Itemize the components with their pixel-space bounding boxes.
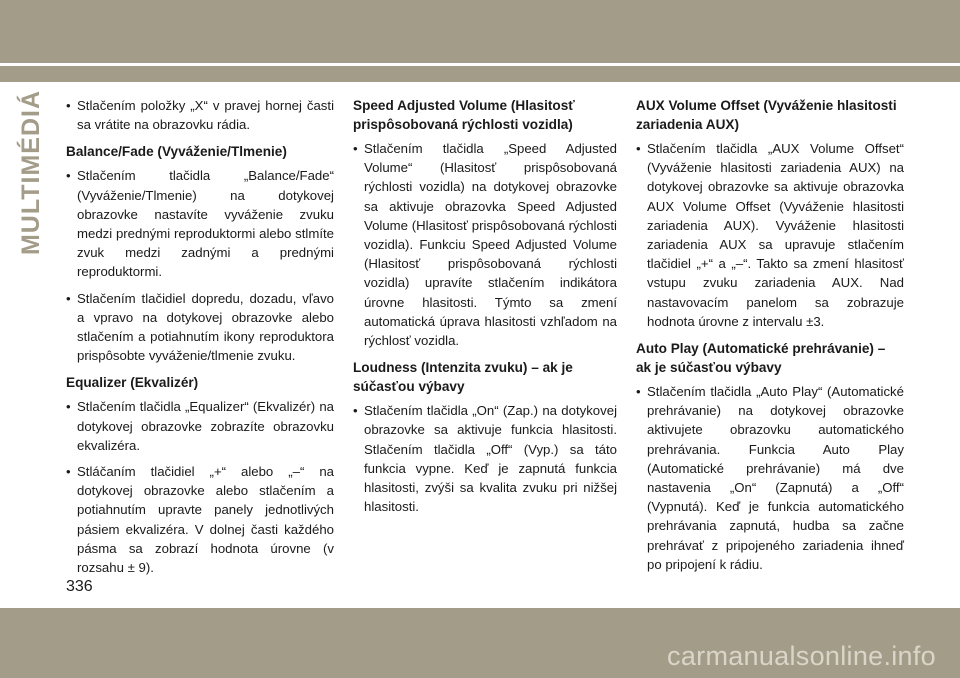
list-item: • Stlačením tlačidla „Auto Play“ (Automatické prehrávanie) na dotykovej obrazovke aktivujete obrazovku automatického prehrávania. Funkcia Auto Play (Automatické prehrávanie) má dve nastavenia „On“ (Zapnutá) a „Off“ (Vypnutá). Keď je funkcia automatického prehrávania zapnutá, hudba sa začne prehrávať z pripojeného zariadenia ihneď po pripojení k rádiu. bbox=[636, 384, 904, 572]
list-item: • Stlačením tlačidla „Equalizer“ (Ekvalizér) na dotykovej obrazovke zobrazíte obrazovku ekvalizéra. bbox=[66, 399, 334, 453]
list-item: • Stlačením tlačidla „Speed Adjusted Volume“ (Hlasitosť prispôsobovaná rýchlosti vozidla) na dotykovej obrazovke sa aktivuje obrazovka Speed Adjusted Volume (Hlasitosť prispôsobovaná rýchlosti vozidla). Funkciu Speed Adjusted Volume (Hlasitosť prispôsobovaná rýchlosti vozidla) upravíte stlačením indikátora úrovne hlasitosti. Týmto sa zmení automatická úprava hlasitosti vzhľadom na rýchlosť vozidla. bbox=[353, 141, 617, 349]
section-heading: Balance/Fade (Vyváženie/Tlmenie) bbox=[66, 144, 287, 160]
section-heading: Loudness (Intenzita zvuku) – ak je súčasťou výbavy bbox=[353, 360, 573, 395]
list-item: • Stlačením položky „X“ v pravej hornej časti sa vrátite na obrazovku rádia. bbox=[66, 98, 334, 133]
section-heading: Speed Adjusted Volume (Hlasitosť prispôsobovaná rýchlosti vozidla) bbox=[353, 98, 575, 132]
list-item: • Stlačením tlačidla „AUX Volume Offset“ (Vyváženie hlasitosti zariadenia AUX) na dotykovej obrazovke sa aktivuje obrazovka AUX Volume Offset (Vyváženie hlasitosti zariadenia AUX). Vyváženie hlasitosti zariadenia AUX sa upravuje stlačením tlačidiel „+“ a „–“. Takto sa zmení hlasitosť vstupu zvuku zariadenia AUX. Nad nastavovacím panelom sa zobrazuje hodnota úrovne z intervalu ±3. bbox=[636, 141, 904, 329]
column-2 bbox=[353, 96, 617, 523]
bottom-band bbox=[0, 606, 960, 628]
top-band-lower bbox=[0, 66, 960, 82]
column-3 bbox=[636, 96, 904, 581]
section-heading: AUX Volume Offset (Vyváženie hlasitosti zariadenia AUX) bbox=[636, 98, 897, 132]
column-1 bbox=[66, 96, 334, 584]
section-heading: Auto Play (Automatické prehrávanie) – ak je súčasťou výbavy bbox=[636, 341, 886, 376]
section-title: MULTIMÉDIÁ bbox=[17, 89, 46, 256]
section-heading: Equalizer (Ekvalizér) bbox=[66, 375, 199, 391]
page-number: 336 bbox=[66, 578, 93, 595]
list-item: • Stlačením tlačidla „On“ (Zap.) na dotykovej obrazovke sa aktivuje funkcia hlasitosti. Stlačením tlačidla „Off“ (Vyp.) sa táto funkcia vypne. Keď je zapnutá funkcia hlasitosti, zvýši sa kvalita zvuku pri nižšej hlasitosti. bbox=[353, 403, 617, 515]
watermark: carmanualsonline.info bbox=[667, 641, 936, 671]
top-band bbox=[0, 0, 960, 63]
list-item: • Stlačením tlačidiel dopredu, dozadu, vľavo a vpravo na dotykovej obrazovke alebo stlačením a potiahnutím ikony reproduktora prispôsobte vyváženie/tlmenie zvuku. bbox=[66, 290, 334, 364]
list-item: • Stlačením tlačidla „Balance/Fade“ (Vyváženie/Tlmenie) na dotykovej obrazovke nastavíte vyváženie zvuku medzi prednými reproduktormi alebo stlmíte zvuk medzi zadnými a prednými reproduktormi. bbox=[66, 168, 334, 280]
list-item: • Stláčaním tlačidiel „+“ alebo „–“ na dotykovej obrazovke alebo stlačením a potiahnutím upravte panely jednotlivých pásiem ekvalizéra. V dolnej časti každého pásma sa zobrazí hodnota úrovne (v rozsahu ± 9). bbox=[66, 464, 334, 576]
section-side-label bbox=[14, 89, 50, 256]
